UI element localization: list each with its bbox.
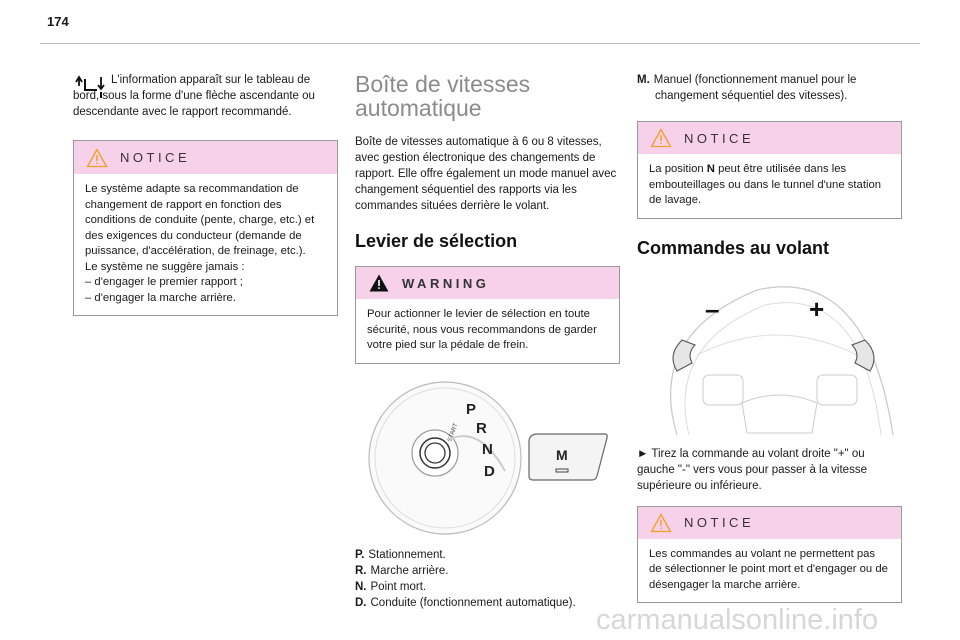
header-rule [40, 43, 920, 44]
column-1 [73, 72, 338, 316]
info-text: L'information apparaît sur le tableau de bord, sous la forme d'une flèche ascendante ou descendante avec le rapport recommandé. [73, 74, 315, 118]
legend-item: N. Point mort. [355, 580, 427, 593]
legend-item: D. Conduite (fonctionnement automatique). [355, 596, 576, 609]
gear-shift-arrows-icon [73, 74, 107, 98]
notice-body [638, 154, 901, 218]
notice-box [637, 506, 902, 604]
paddle-minus-label: – [705, 293, 720, 324]
legend-item: R. Marche arrière. [355, 564, 449, 577]
knob-letter-p: P [466, 400, 477, 418]
gear-shift-indicator-info [73, 72, 338, 120]
legend-item: P. Stationnement. [355, 548, 446, 561]
m-button [529, 434, 607, 480]
start-label: START [447, 422, 460, 443]
column-2 [355, 72, 620, 611]
knob-letter-d: D [484, 462, 495, 480]
warning-triangle-icon [86, 148, 108, 168]
intro-text: Boîte de vitesses automatique à 6 ou 8 vitesses, avec gestion électronique des changements de rapport. Elle offre également un mode manuel avec changement séquentiel des rapports via les commandes situées derrière le volant. [355, 136, 617, 212]
m-button-label: M [556, 446, 568, 463]
knob-letter-r: R [476, 419, 487, 437]
section-title: Boîte de vitesses automatique [355, 71, 531, 121]
steering-wheel-illustration [637, 275, 902, 440]
knob-letter-n: N [482, 440, 493, 458]
notice-title: NOTICE [120, 150, 191, 165]
watermark: carmanualsonline.info [596, 604, 879, 636]
notice-list-item: – d'engager le premier rapport ; [85, 276, 243, 288]
gear-legend [355, 547, 620, 611]
gear-selector-illustration [355, 376, 620, 536]
warning-title: WARNING [402, 275, 490, 291]
warning-box [355, 266, 620, 364]
notice-title: NOTICE [684, 515, 755, 530]
notice-box [73, 140, 338, 316]
page-number: 174 [47, 14, 69, 29]
notice-header [74, 141, 337, 174]
warning-triangle-icon [368, 273, 390, 293]
paddle-plus-label: + [809, 293, 825, 324]
notice-box [637, 121, 902, 219]
notice-text: La position N peut être utilisée dans les embouteillages ou dans le tunnel d'une station de lavage. [649, 163, 882, 206]
notice-body [74, 174, 337, 315]
manual-mode-item: M. Manuel (fonctionnement manuel pour le changement séquentiel des vitesses). [637, 74, 857, 102]
notice-header [638, 507, 901, 539]
column-3 [637, 72, 902, 603]
warning-header [356, 267, 619, 299]
warning-text: Pour actionner le levier de sélection en toute sécurité, nous vous recommandons de garder votre pied sur la pédale de frein. [367, 308, 597, 351]
notice-text-line2: Le système ne suggère jamais : [85, 260, 245, 273]
notice-text: Les commandes au volant ne permettent pas de sélectionner le point mort et d'engager ou de désengager la marche arrière. [649, 547, 888, 591]
subsection-title: Commandes au volant [637, 237, 830, 258]
notice-text: Le système adapte sa recommandation de changement de rapport en fonction des conditions de conduite (pente, charge, etc.) et des exigences du conducteur (demande de puissance, d'accélération, de freinage, etc.). [85, 183, 315, 257]
warning-body [356, 299, 619, 363]
notice-header [638, 122, 901, 154]
instruction-text: ► Tirez la commande au volant droite "+" ou gauche "-" vers vous pour passer à la vitesse supérieure ou inférieure. [637, 447, 867, 492]
notice-title: NOTICE [684, 130, 755, 146]
notice-body [638, 539, 901, 603]
subsection-title: Levier de sélection [355, 231, 518, 251]
warning-triangle-icon [650, 128, 672, 148]
warning-triangle-icon [650, 513, 672, 533]
notice-list-item: – d'engager la marche arrière. [85, 291, 236, 304]
